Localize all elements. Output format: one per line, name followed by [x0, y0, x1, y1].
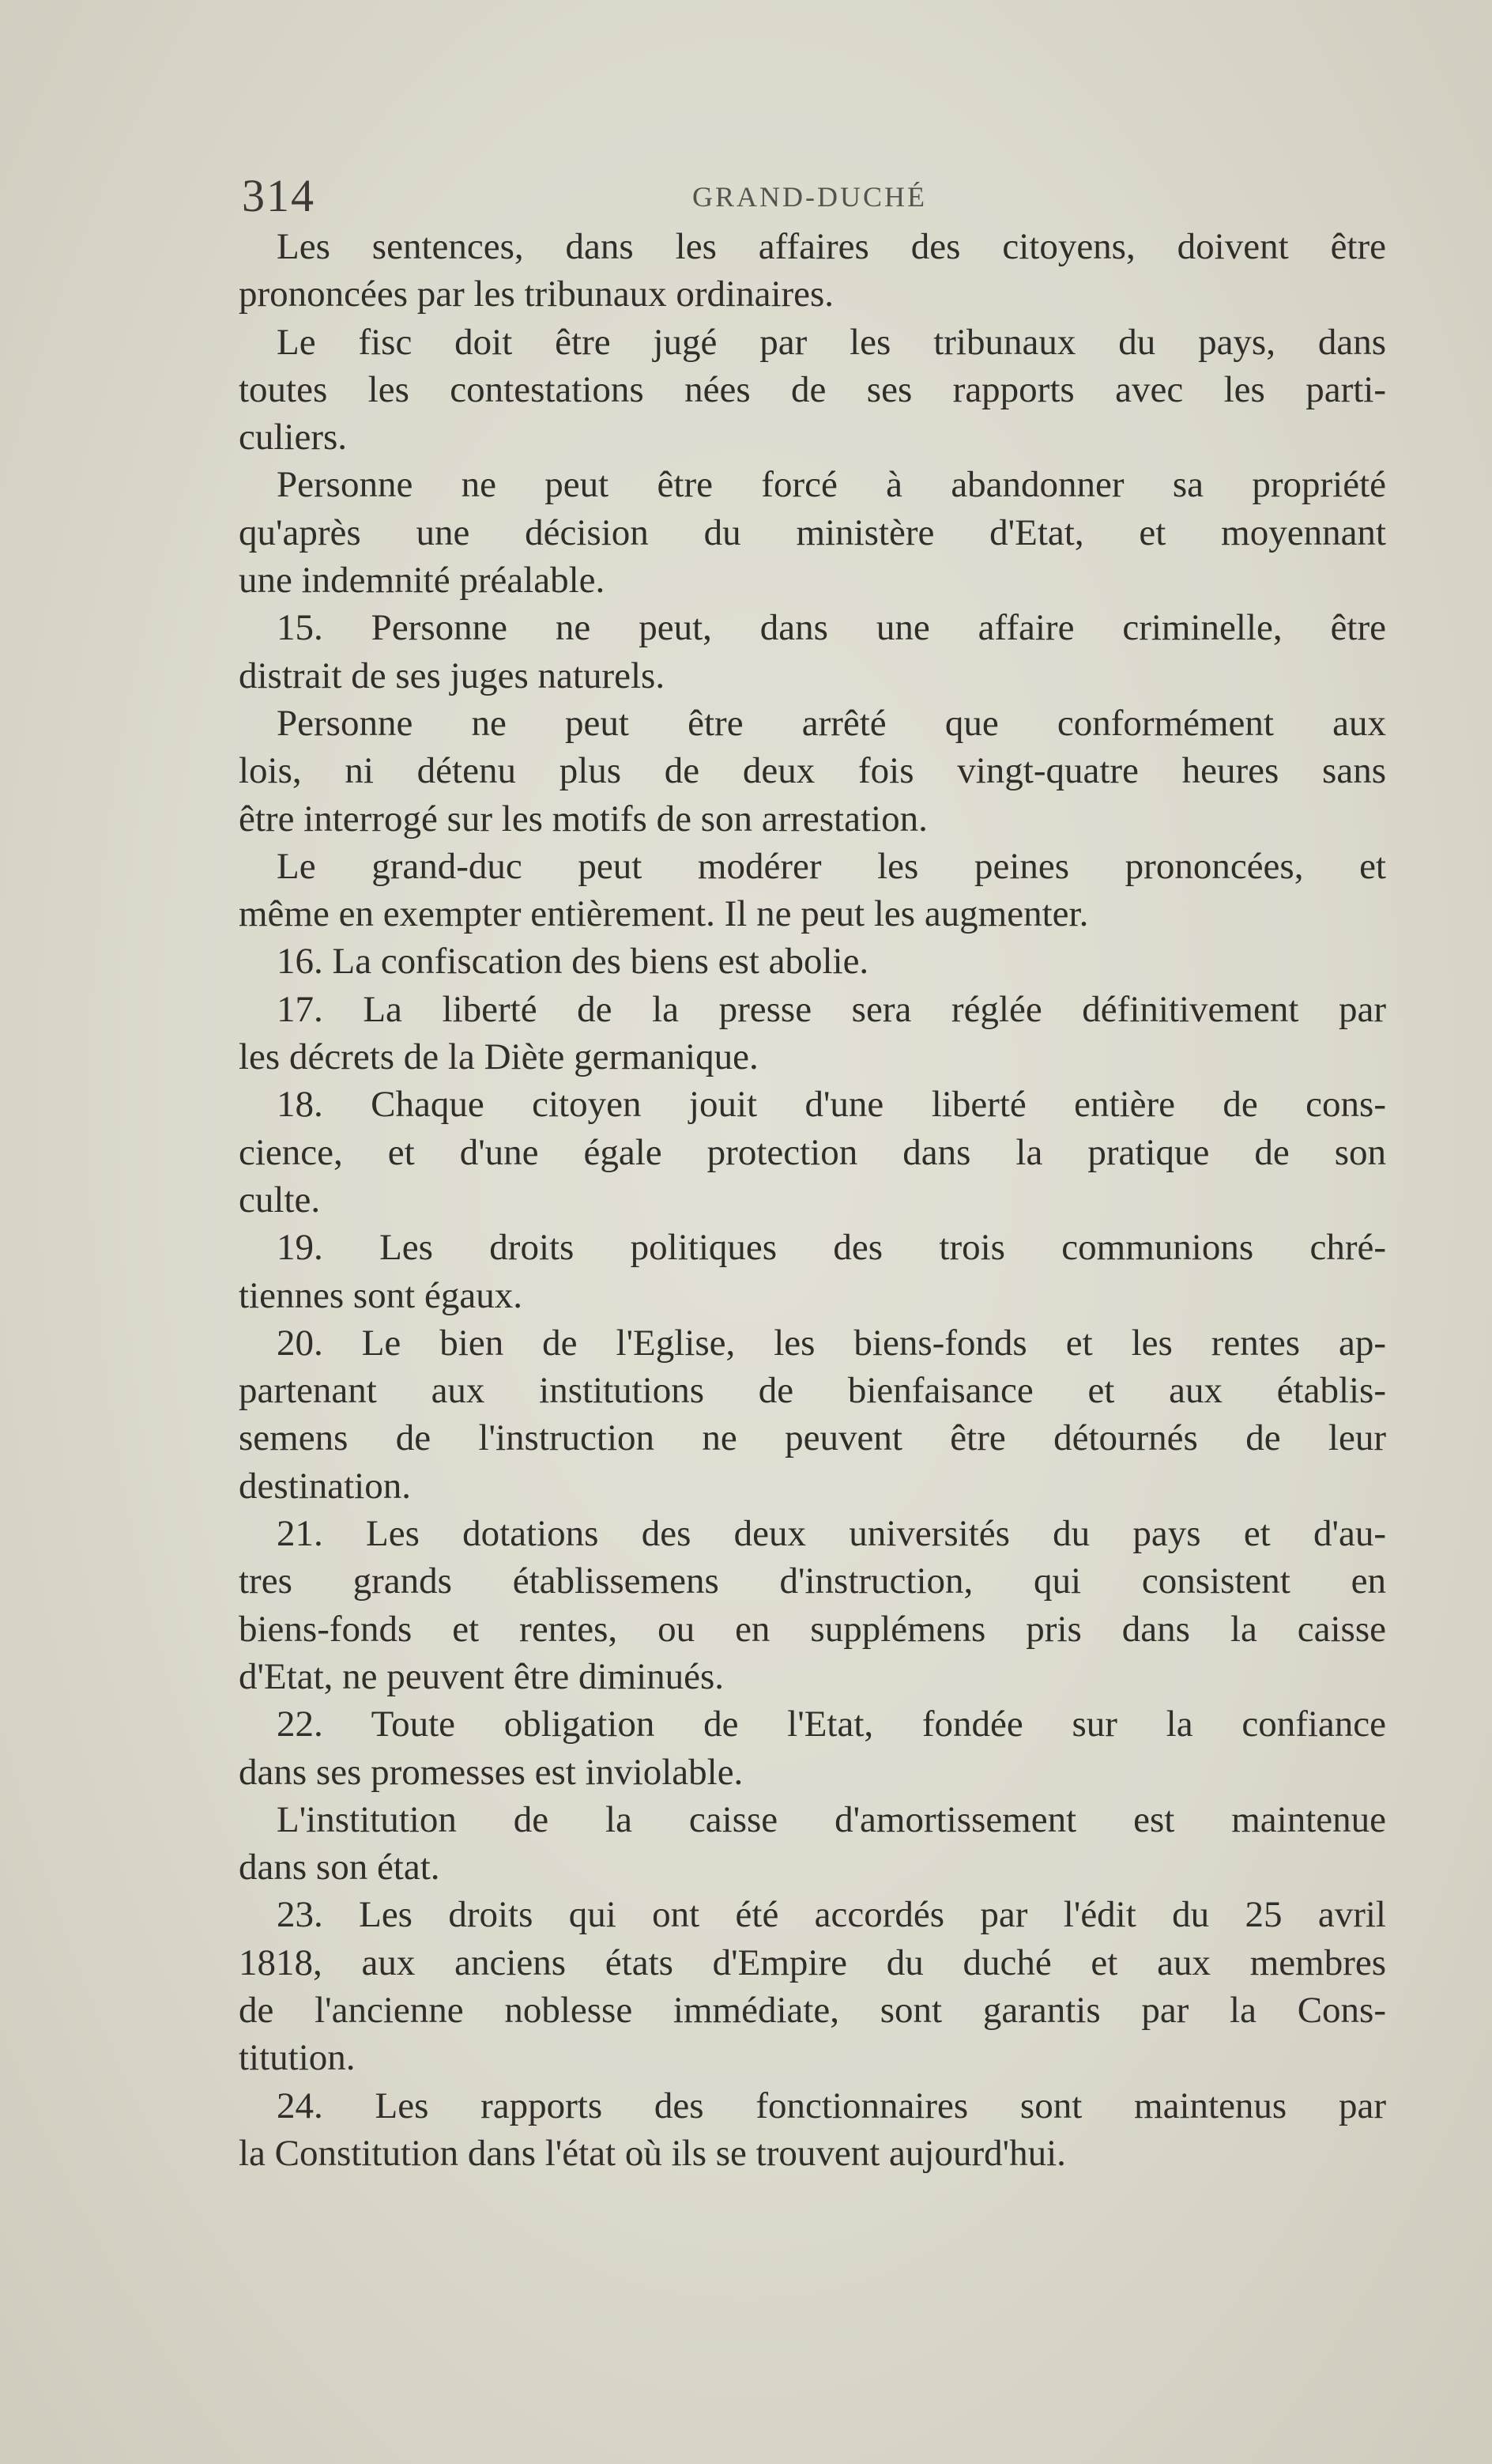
- text-line: la Constitution dans l'état où ils se trouvent aujourd'hui.: [239, 2132, 1066, 2174]
- text-line: 23. Les droits qui ont été accordés par l'édit du 25 avril: [277, 1894, 1386, 1936]
- text-line: 21. Les dotations des deux universités du pays et d'au-: [277, 1513, 1386, 1555]
- text-line: qu'après une décision du ministère d'Etat, et moyennant: [239, 511, 1386, 553]
- text-line: L'institution de la caisse d'amortissement est maintenue: [277, 1798, 1386, 1840]
- page-number: 314: [242, 170, 315, 221]
- text-line: dans ses promesses est inviolable.: [239, 1751, 744, 1793]
- text-line: tiennes sont égaux.: [239, 1274, 522, 1316]
- text-line: 22. Toute obligation de l'Etat, fondée sur la confiance: [277, 1704, 1386, 1745]
- text-line: cience, et d'une égale protection dans la pratique de son: [239, 1131, 1386, 1173]
- text-line: culte.: [239, 1179, 321, 1221]
- text-line: les décrets de la Diète germanique.: [239, 1036, 759, 1078]
- running-head: GRAND-DUCHÉ: [692, 181, 927, 213]
- text-line: 24. Les rapports des fonctionnaires sont maintenus par: [277, 2085, 1386, 2126]
- text-line: culiers.: [239, 417, 348, 458]
- text-line: semens de l'instruction ne peuvent être détournés de leur: [239, 1417, 1386, 1459]
- text-line: biens-fonds et rentes, ou en supplémens pris dans la caisse: [239, 1608, 1386, 1650]
- text-line: dans son état.: [239, 1847, 440, 1889]
- text-line: même en exempter entièrement. Il ne peut les augmenter.: [239, 893, 1089, 935]
- text-line: être interrogé sur les motifs de son arrestation.: [239, 798, 928, 840]
- text-line: toutes les contestations nées de ses rapports avec les parti-: [239, 368, 1386, 410]
- body-text: [239, 223, 1386, 2177]
- text-line: 20. Le bien de l'Eglise, les biens-fonds et les rentes ap-: [277, 1322, 1386, 1364]
- text-line: 15. Personne ne peut, dans une affaire criminelle, être: [277, 607, 1386, 649]
- text-line: Le fisc doit être jugé par les tribunaux du pays, dans: [277, 321, 1386, 363]
- text-line: prononcées par les tribunaux ordinaires.: [239, 274, 835, 315]
- text-line: tres grands établissemens d'instruction, qui consistent en: [239, 1560, 1386, 1602]
- text-line: de l'ancienne noblesse immédiate, sont garantis par la Cons-: [239, 1989, 1386, 2031]
- text-line: Personne ne peut être forcé à abandonner sa propriété: [277, 464, 1386, 506]
- text-line: 16. La confiscation des biens est abolie.: [277, 941, 869, 983]
- text-line: distrait de ses juges naturels.: [239, 655, 665, 696]
- text-line: une indemnité préalable.: [239, 560, 605, 602]
- text-line: 17. La liberté de la presse sera réglée définitivement par: [277, 988, 1386, 1030]
- text-line: Le grand-duc peut modérer les peines prononcées, et: [277, 845, 1386, 887]
- text-line: 19. Les droits politiques des trois communions chré-: [277, 1227, 1386, 1269]
- text-line: lois, ni détenu plus de deux fois vingt-quatre heures sans: [239, 750, 1386, 792]
- text-line: d'Etat, ne peuvent être diminués.: [239, 1655, 725, 1697]
- text-line: 1818, aux anciens états d'Empire du duché et aux membres: [239, 1941, 1386, 1983]
- text-line: Les sentences, dans les affaires des citoyens, doivent être: [277, 226, 1386, 267]
- text-line: 18. Chaque citoyen jouit d'une liberté entière de cons-: [277, 1084, 1386, 1126]
- page-header: [242, 169, 1389, 221]
- text-line: partenant aux institutions de bienfaisance et aux établis-: [239, 1370, 1386, 1412]
- text-line: titution.: [239, 2037, 356, 2079]
- text-line: Personne ne peut être arrêté que conformément aux: [277, 702, 1386, 744]
- text-line: destination.: [239, 1465, 411, 1507]
